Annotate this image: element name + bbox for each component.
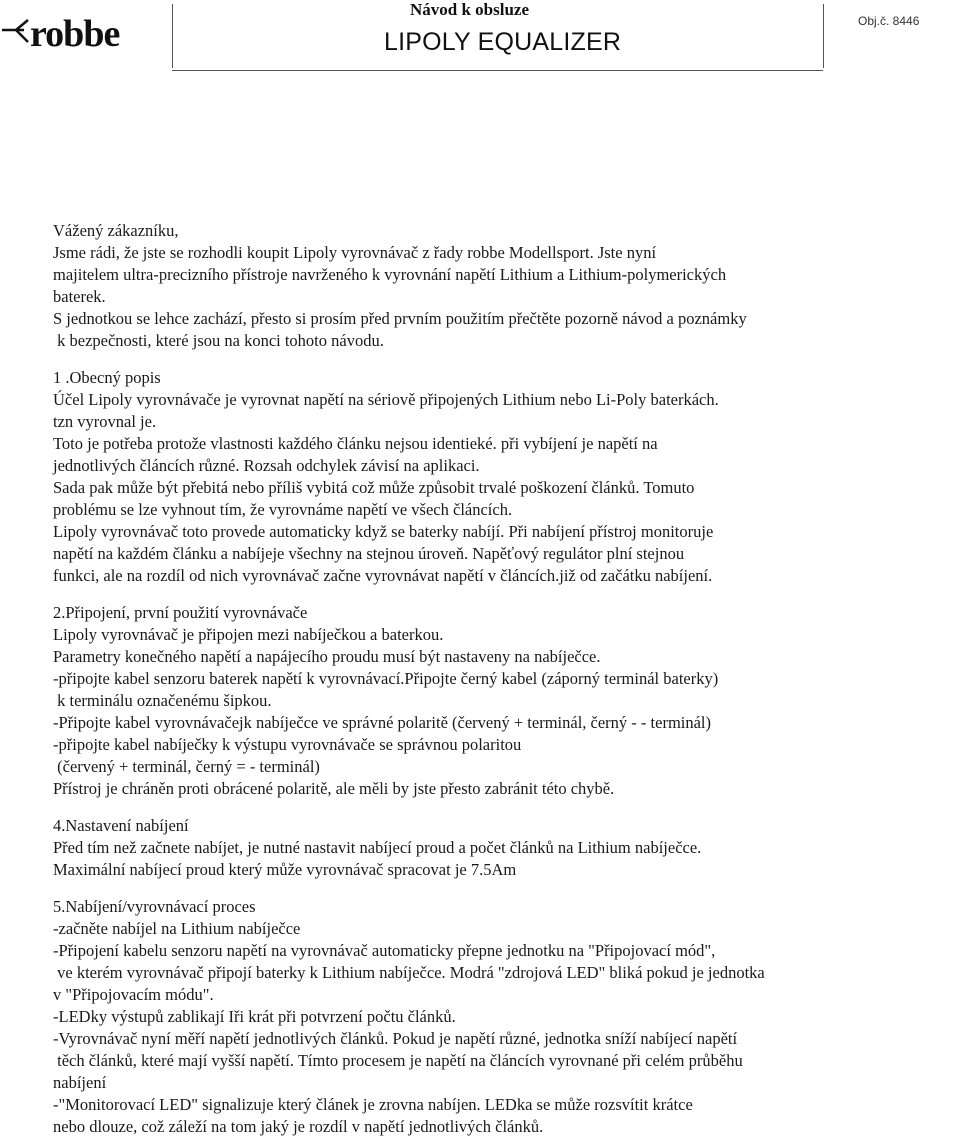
section-heading: 5.Nabíjení/vyrovnávací proces — [53, 897, 256, 916]
paragraph-line: majitelem ultra-precizního přístroje navrženého k vyrovnání napětí Lithium a Lithium-polymerických — [53, 265, 727, 284]
paragraph-line: Jsme rádi, že jste se rozhodli koupit Lipoly vyrovnávač z řady robbe Modellsport. Jste nyní — [53, 243, 657, 262]
paragraph-line: funkci, ale na rozdíl od nich vyrovnávač začne vyrovnávat napětí v článcích.již od začátku nabíjení. — [53, 566, 713, 585]
document-body — [53, 220, 953, 1138]
intro-section — [53, 220, 953, 352]
paragraph-line: Maximální nabíjecí proud který může vyrovnávač spracovat je 7.5Am — [53, 860, 517, 879]
document-title: LIPOLY EQUALIZER — [384, 28, 622, 56]
paragraph-line: -Vyrovnávač nyní měří napětí jednotlivých článků. Pokud je napětí různé, jednotka sníží nabíjecí napětí — [53, 1029, 738, 1048]
header-divider-left — [172, 4, 173, 68]
section-heading: 4.Nastavení nabíjení — [53, 816, 189, 835]
paragraph-line: baterek. — [53, 287, 106, 306]
robbe-logo — [2, 14, 152, 54]
paragraph-line: -"Monitorovací LED" signalizuje který článek je zrovna nabíjen. LEDka se může rozsvítit krátce — [53, 1095, 693, 1114]
paragraph-line: ve kterém vyrovnávač připojí baterky k Lithium nabíječce. Modrá "zdrojová LED" bliká pokud je jednotka — [53, 963, 765, 982]
paragraph-line: Účel Lipoly vyrovnávače je vyrovnat napětí na sériově připojených Lithium nebo Li-Poly baterkách. — [53, 390, 719, 409]
paragraph-line: v "Připojovacím módu". — [53, 985, 214, 1004]
paragraph-line: jednotlivých článcích různé. Rozsah odchylek závisí na aplikaci. — [53, 456, 480, 475]
paragraph-line: k bezpečnosti, které jsou na konci tohoto návodu. — [53, 331, 384, 350]
paragraph-line: napětí na každém článku a nabíjeje všechny na stejnou úroveň. Napěťový regulátor plní stejnou — [53, 544, 685, 563]
paragraph-line: Vážený zákazníku, — [53, 221, 179, 240]
section-connection — [53, 602, 953, 800]
paragraph-line: tzn vyrovnal je. — [53, 412, 157, 431]
paragraph-line: Lipoly vyrovnávač je připojen mezi nabíječkou a baterkou. — [53, 625, 444, 644]
paragraph-line: k terminálu označenému šipkou. — [53, 691, 272, 710]
paragraph-line: -začněte nabíjel na Lithium nabíječce — [53, 919, 301, 938]
header-divider-right — [823, 4, 824, 68]
section-charging-process — [53, 896, 953, 1138]
section-charge-settings — [53, 815, 953, 881]
paragraph-line: nebo dlouze, což záleží na tom jaký je rozdíl v napětí jednotlivých článků. — [53, 1117, 544, 1136]
svg-text:robbe: robbe — [30, 14, 120, 54]
paragraph-line: -Připojení kabelu senzoru napětí na vyrovnávač automaticky přepne jednotku na "Připojovací mód", — [53, 941, 716, 960]
paragraph-line: těch článků, které mají vyšší napětí. Tímto procesem je napětí na článcích vyrovnané při celém průběhu — [53, 1051, 743, 1070]
paragraph-line: -Připojte kabel vyrovnávačejk nabíječce ve správné polaritě (červený + terminál, černý - - terminál) — [53, 713, 712, 732]
paragraph-line: Toto je potřeba protože vlastnosti každého článku nejsou identieké. při vybíjení je napětí na — [53, 434, 658, 453]
order-number: Obj.č. 8446 — [858, 14, 920, 28]
paragraph-line: Přístroj je chráněn proti obrácené polaritě, ale měli by jste přesto zabránit této chybě. — [53, 779, 615, 798]
section-heading: 1 .Obecný popis — [53, 368, 161, 387]
header-divider-bottom — [172, 70, 823, 71]
section-general-description — [53, 367, 953, 587]
paragraph-line: -připojte kabel senzoru baterek napětí k vyrovnávací.Připojte černý kabel (záporný terminál baterky) — [53, 669, 719, 688]
paragraph-line: nabíjení — [53, 1073, 107, 1092]
section-heading: 2.Připojení, první použití vyrovnávače — [53, 603, 308, 622]
paragraph-line: Lipoly vyrovnávač toto provede automaticky když se baterky nabíjí. Při nabíjení přístroj monitoruje — [53, 522, 714, 541]
paragraph-line: Před tím než začnete nabíjet, je nutné nastavit nabíjecí proud a počet článků na Lithium nabíječce. — [53, 838, 702, 857]
paragraph-line: Parametry konečného napětí a napájecího proudu musí být nastaveny na nabíječce. — [53, 647, 601, 666]
paragraph-line: Sada pak může být přebitá nebo příliš vybitá což může způsobit trvalé poškození článků. Tomuto — [53, 478, 695, 497]
document-header — [0, 0, 960, 72]
paragraph-line: -připojte kabel nabíječky k výstupu vyrovnávače se správnou polaritou — [53, 735, 522, 754]
paragraph-line: problému se lze vyhnout tím, že vyrovnáme napětí ve všech článcích. — [53, 500, 513, 519]
paragraph-line: S jednotkou se lehce zachází, přesto si prosím před prvním použitím přečtěte pozorně návod a poznámky — [53, 309, 747, 328]
paragraph-line: (červený + terminál, černý = - terminál) — [53, 757, 320, 776]
document-type: Návod k obsluze — [410, 0, 530, 19]
paragraph-line: -LEDky výstupů zablikají Iři krát při potvrzení počtu článků. — [53, 1007, 456, 1026]
